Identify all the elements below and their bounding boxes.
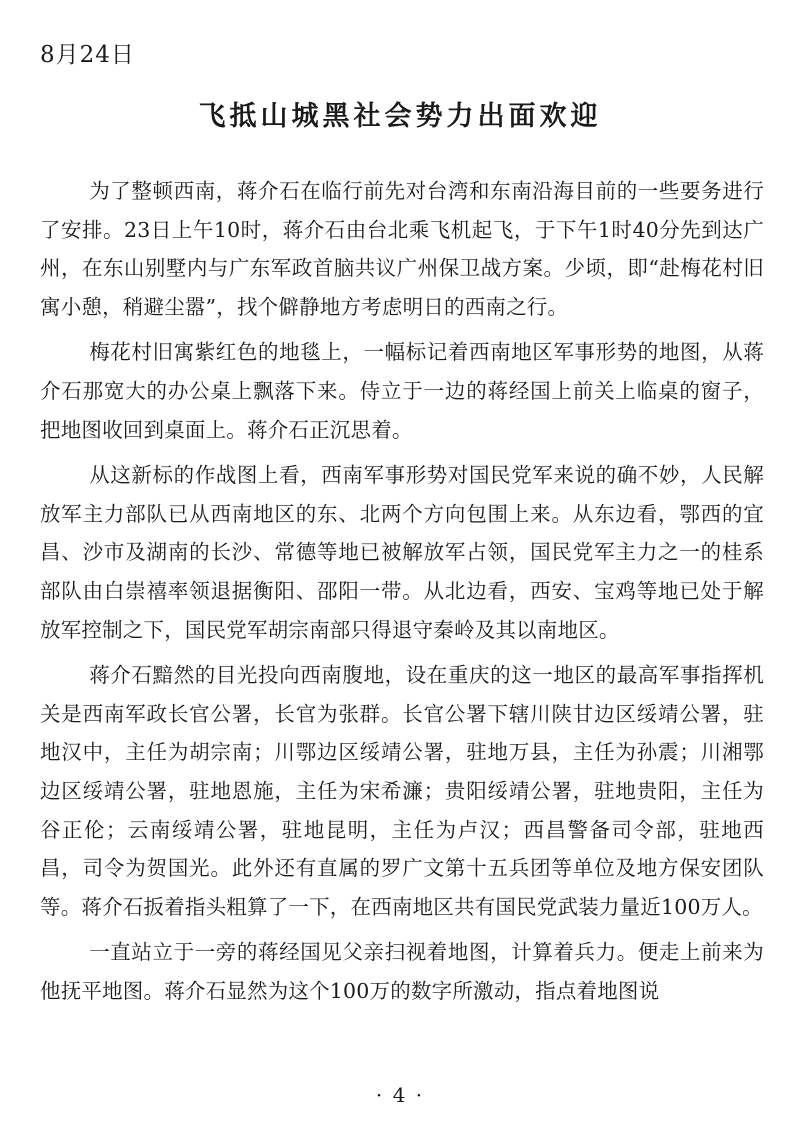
- paragraph: 一直站立于一旁的蒋经国见父亲扫视着地图，计算着兵力。便走上前来为他抚平地图。蒋介石显然为这个100万的数字所激动，指点着地图说: [40, 940, 764, 1003]
- paragraph: 梅花村旧寓紫红色的地毯上，一幅标记着西南地区军事形势的地图，从蒋介石那宽大的办公桌上飘落下来。侍立于一边的蒋经国上前关上临桌的窗子，把地图收回到桌面上。蒋介石正沉思着。: [40, 340, 764, 442]
- page-number: · 4 ·: [375, 1083, 425, 1107]
- paragraph: 为了整顿西南，蒋介石在临行前先对台湾和东南沿海目前的一些要务进行了安排。23日上午10时，蒋介石由台北乘飞机起飞，于下午1时40分先到达广州，在东山别墅内与广东军政首脑共议广州保卫战方案。少顷，即“赴梅花村旧寓小憩，稍避尘嚣”，找个僻静地方考虑明日的西南之行。: [40, 179, 764, 319]
- section-title: 飞抵山城黑社会势力出面欢迎: [198, 101, 602, 132]
- body-text: [40, 172, 764, 1017]
- paragraph: 从这新标的作战图上看，西南军事形势对国民党军来说的确不妙，人民解放军主力部队已从西南地区的东、北两个方向包围上来。从东边看，鄂西的宜昌、沙市及湖南的长沙、常德等地已被解放军占领，国民党军主力之一的桂系部队由白崇禧率领退据衡阳、邵阳一带。从北边看，西安、宝鸡等地已处于解放军控制之下，国民党军胡宗南部只得退守秦岭及其以南地区。: [40, 463, 764, 642]
- entry-date: 8月24日: [40, 42, 135, 68]
- paragraph: 蒋介石黯然的目光投向西南腹地，设在重庆的这一地区的最高军事指挥机关是西南军政长官公署，长官为张群。长官公署下辖川陕甘边区绥靖公署，驻地汉中，主任为胡宗南；川鄂边区绥靖公署，驻地万县，主任为孙震；川湘鄂边区绥靖公署，驻地恩施，主任为宋希濂；贵阳绥靖公署，驻地贵阳，主任为谷正伦；云南绥靖公署，驻地昆明，主任为卢汉；西昌警备司令部，驻地西昌，司令为贺国光。此外还有直属的罗广文第十五兵团等单位及地方保安团队等。蒋介石扳着指头粗算了一下，在西南地区共有国民党武装力量近100万人。: [40, 663, 764, 919]
